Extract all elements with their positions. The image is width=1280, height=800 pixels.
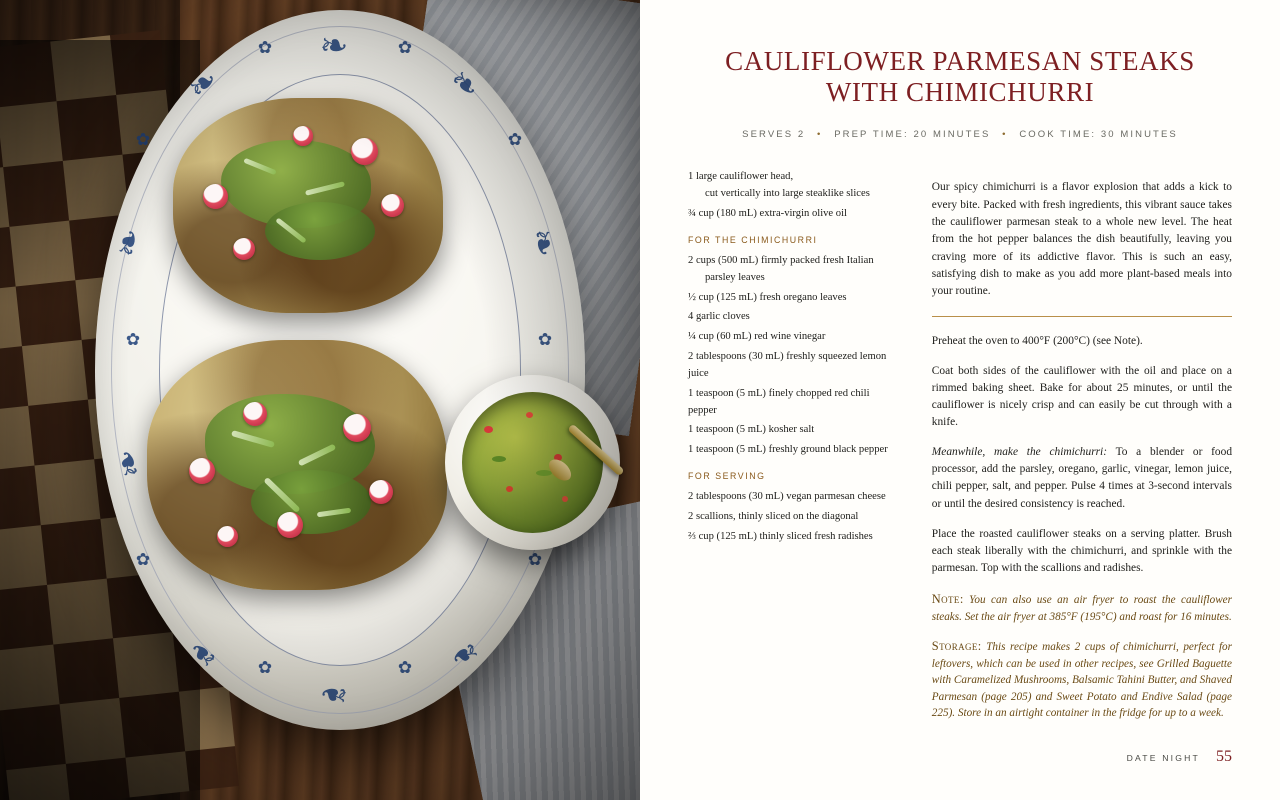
meta-separator-icon: • (817, 129, 823, 140)
chapter-label: DATE NIGHT (1126, 753, 1200, 763)
page-number: 55 (1216, 748, 1232, 765)
ingredient-text: 1 teaspoon (5 mL) finely chopped red chili pepper (688, 387, 870, 416)
floral-motif-icon (317, 670, 351, 716)
recipe-body (688, 168, 1232, 734)
method-step (932, 333, 1232, 350)
list-item (688, 168, 898, 202)
storage-label: Storage: (931, 639, 982, 654)
ingredient-continuation: parsley leaves (705, 272, 765, 284)
floral-motif-icon (395, 38, 415, 58)
ingredient-text: 4 garlic cloves (688, 311, 750, 323)
ingredients-main-list (688, 168, 898, 222)
ingredient-text: ¼ cup (60 mL) red wine vinegar (688, 331, 826, 343)
chimichurri-bowl (445, 375, 620, 550)
meta-separator-icon: • (1002, 129, 1008, 140)
ingredients-subheading-serving: FOR SERVING (688, 471, 766, 482)
recipe-text-page (640, 0, 1280, 800)
prep-time-label: PREP TIME: 20 MINUTES (834, 129, 991, 140)
note-label: Note: (931, 592, 964, 606)
floral-motif-icon (395, 658, 415, 678)
floral-motif-icon (516, 222, 567, 263)
ingredient-text: 2 scallions, thinly sliced on the diagonal (688, 510, 859, 522)
recipe-meta (640, 129, 1280, 140)
ingredients-column (688, 168, 898, 734)
step-text: Preheat the oven to 400°F (200°C) (see Note). (931, 334, 1143, 347)
recipe-title-line2: WITH CHIMICHURRI (825, 76, 1095, 107)
list-item (688, 488, 898, 505)
ingredient-text: 1 teaspoon (5 mL) kosher salt (688, 424, 815, 436)
recipe-intro: Our spicy chimichurri is a flavor explosion that adds a kick to every bite. Packed with fresh ingredients, this vibrant sauce takes the cauliflower parmesan steak to a whole new level. The heat from the hot pepper balances the dish beautifully, leaving you craving more of its addictive flavor. This is such an easy, satisfying dish to make as you add more plant-based meals into your routine. (931, 181, 1232, 298)
section-divider (932, 316, 1232, 317)
serves-label: SERVES 2 (742, 129, 806, 140)
method-step (932, 363, 1232, 431)
recipe-storage-note (932, 637, 1232, 722)
page-footer (1127, 748, 1232, 766)
list-item (688, 328, 898, 345)
ingredients-chimichurri-list (688, 252, 898, 458)
floral-motif-icon (525, 550, 545, 570)
list-item (688, 421, 898, 438)
floral-motif-icon (535, 330, 555, 350)
chimichurri-sauce (462, 392, 603, 533)
floral-motif-icon (317, 24, 351, 70)
floral-motif-icon (505, 130, 525, 150)
ingredient-text: 2 tablespoons (30 mL) freshly squeezed lemon juice (688, 350, 887, 379)
serving-plate (95, 10, 585, 730)
list-item (688, 308, 898, 325)
ingredients-serving-list (688, 488, 898, 544)
floral-motif-icon (133, 130, 153, 150)
step-text: To a blender or food processor, add the parsley, oregano, garlic, vinegar, lemon juice, chili pepper, salt, and pepper. Pulse 4 times at 3-second intervals or until the desired consistency is reached. (931, 446, 1233, 510)
floral-motif-icon (255, 658, 275, 678)
method-column (932, 168, 1232, 734)
list-item (688, 348, 898, 382)
list-item (688, 528, 898, 545)
floral-motif-icon (104, 222, 155, 263)
cauliflower-steak-bottom (147, 340, 447, 590)
ingredient-text: 1 teaspoon (5 mL) freshly ground black pepper (688, 444, 888, 456)
list-item (688, 252, 898, 286)
page-title (694, 46, 1226, 107)
list-item (688, 385, 898, 419)
step-lead-in: Meanwhile, make the chimichurri: (931, 446, 1108, 459)
recipe-note (932, 590, 1232, 625)
list-item (688, 205, 898, 222)
ingredients-subheading-chimichurri: FOR THE CHIMICHURRI (688, 234, 818, 245)
recipe-title-line1: CAULIFLOWER PARMESAN STEAKS (725, 46, 1195, 76)
ingredient-text: 2 tablespoons (30 mL) vegan parmesan cheese (688, 491, 886, 503)
cauliflower-steak-top (173, 98, 443, 313)
ingredient-continuation: cut vertically into large steaklike slices (705, 188, 870, 200)
cook-time-label: COOK TIME: 30 MINUTES (1019, 129, 1178, 140)
ingredient-text: 1 large cauliflower head, (688, 171, 794, 182)
list-item (688, 441, 898, 458)
storage-text: This recipe makes 2 cups of chimichurri, perfect for leftovers, which can be used in other recipes, see Grilled Baguette with Caramelized Mushrooms, Balsamic Tahini Butter, and Shaved Parmesan (page 205) and Sweet Potato and Endive Salad (page 225). Store in an airtight container in the fridge for up to a week. (931, 641, 1232, 720)
step-text: Place the roasted cauliflower steaks on a serving platter. Brush each steak liberally with the chimichurri, and sprinkle with the parmesan. Top with the scallions and radishes. (931, 527, 1232, 574)
ingredient-text: ¾ cup (180 mL) extra-virgin olive oil (688, 207, 847, 219)
method-step (932, 444, 1232, 512)
list-item (688, 289, 898, 306)
ingredient-text: ⅔ cup (125 mL) thinly sliced fresh radishes (688, 530, 873, 542)
method-step (932, 526, 1232, 577)
step-text: Coat both sides of the cauliflower with the oil and place on a rimmed baking sheet. Bake for about 25 minutes, or until the cauliflower is nicely crisp and can easily be cut through with a knife. (931, 364, 1232, 429)
ingredient-text: ½ cup (125 mL) fresh oregano leaves (688, 291, 847, 303)
list-item (688, 508, 898, 525)
floral-motif-icon (123, 330, 143, 350)
floral-motif-icon (255, 38, 275, 58)
note-text: You can also use an air fryer to roast the cauliflower steaks. Set the air fryer at 385°F (195°C) and roast for 16 minutes. (931, 594, 1232, 623)
ingredient-text: 2 cups (500 mL) firmly packed fresh Italian (688, 254, 874, 266)
